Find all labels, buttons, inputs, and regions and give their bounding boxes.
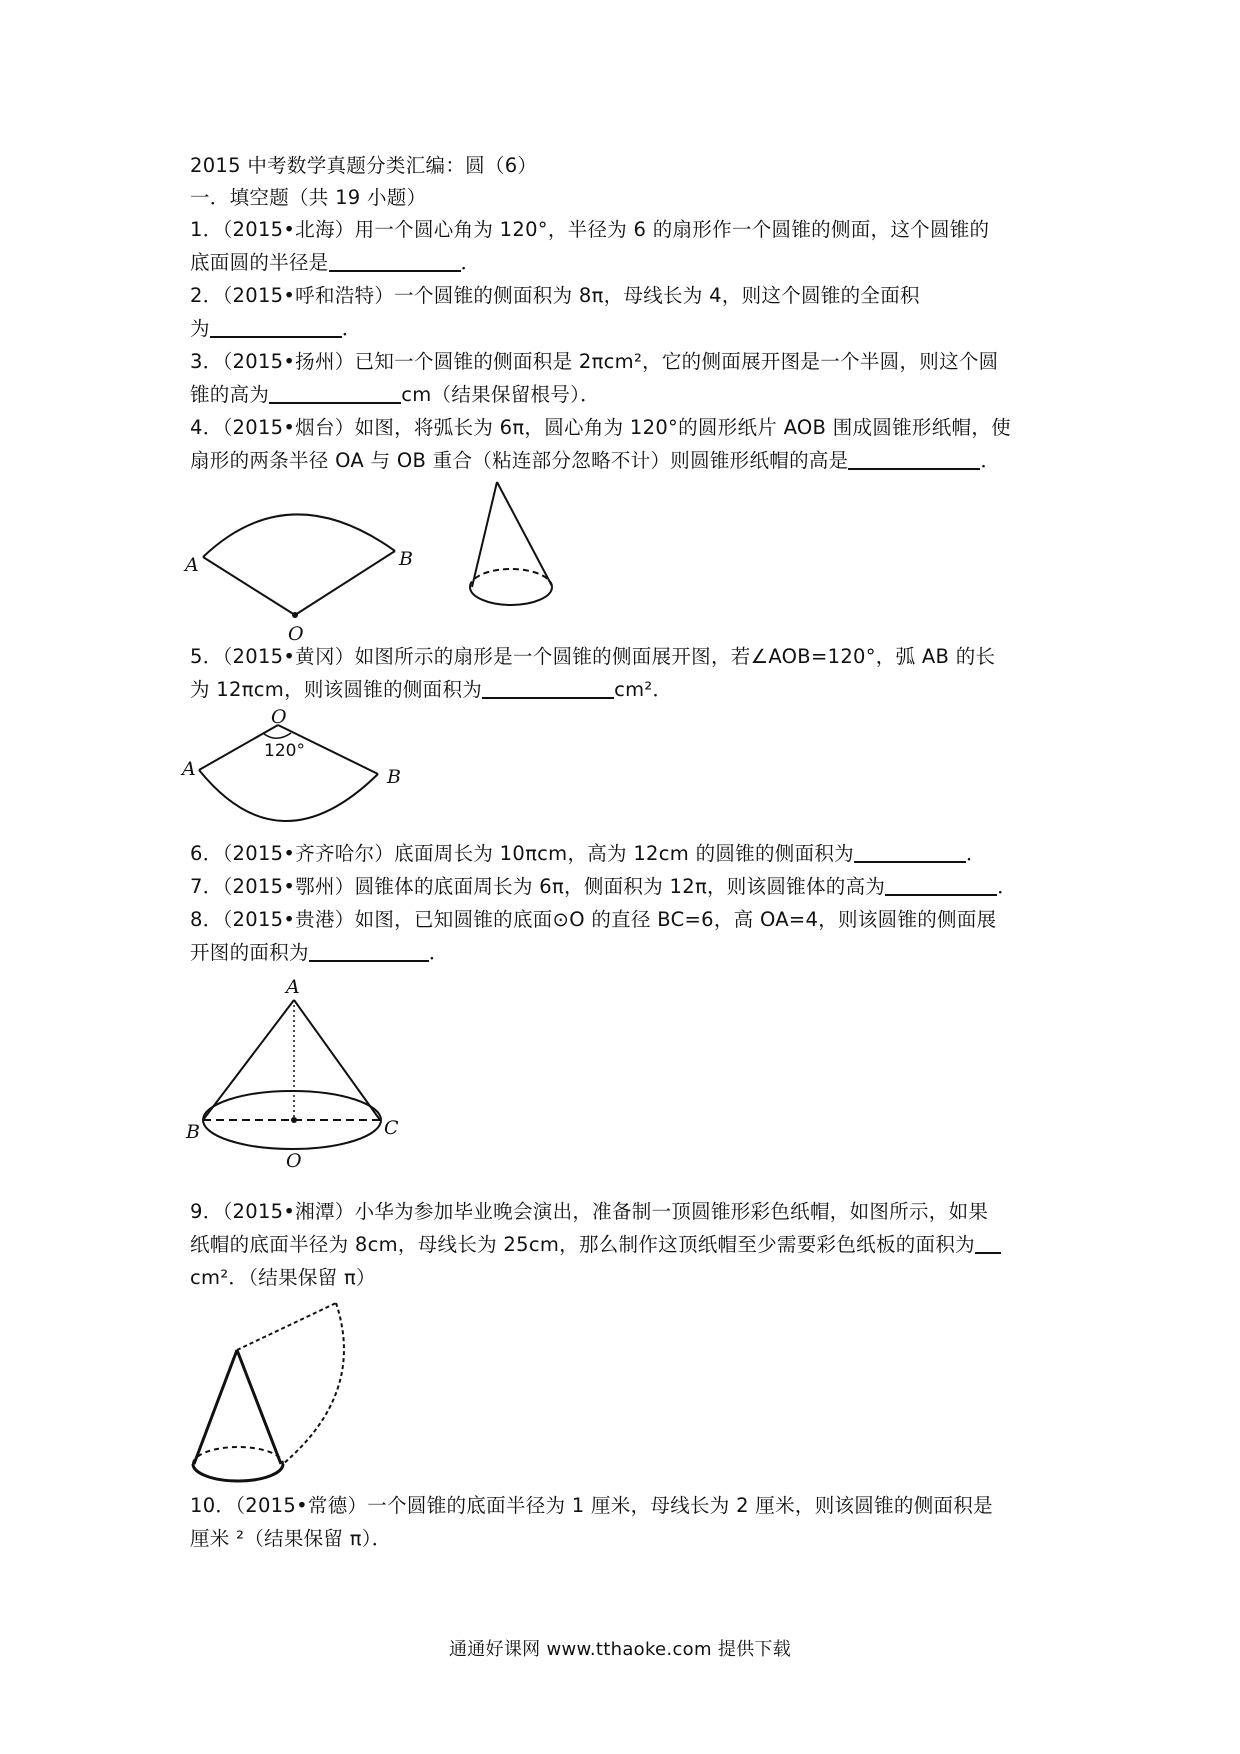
answer-blank[interactable] [210,314,342,338]
label-a: A [182,758,196,780]
angle-label: 120° [264,741,305,761]
label-b: B [387,766,401,788]
document-title: 2015 中考数学真题分类汇编：圆（6） [190,154,538,177]
sector-center-point [292,612,298,618]
label-b: B [186,1121,200,1143]
problem-3-line-1: 3．（2015•扬州）已知一个圆锥的侧面积是 2πcm²，它的侧面展开图是一个半圆，则这个圆 [190,350,999,373]
figure-cone-abc [180,975,420,1175]
answer-blank[interactable] [975,1230,1001,1254]
sector-dotted-edge [237,1303,336,1350]
problem-2-line-2: 为 ． [190,313,362,345]
cone-base-back [470,569,552,587]
problem-10-line-1: 10．（2015•常德）一个圆锥的底面半径为 1 厘米，母线长为 2 厘米，则该圆锥的侧面积是 [190,1494,993,1517]
angle-arc [264,733,291,738]
cone-slant-ac [294,1000,380,1120]
problem-10-line-2: 厘米 ²（结果保留 π）． [190,1527,392,1550]
problem-9-line-3: cm²．（结果保留 π） [190,1266,376,1289]
answer-blank[interactable] [854,839,966,863]
section-heading: 一．填空题（共 19 小题） [190,186,427,209]
sector-dotted-arc [283,1303,344,1464]
problem-3-line-2: 锥的高为 cm（结果保留根号）． [190,379,600,411]
problem-5-line-1: 5．（2015•黄冈）如图所示的扇形是一个圆锥的侧面展开图，若∠AOB=120°，弧 AB 的长 [190,645,996,668]
label-o: O [286,1150,302,1172]
problem-8-line-2: 开图的面积为 ． [190,937,449,969]
answer-blank[interactable] [309,938,429,962]
label-a: A [185,554,199,576]
label-c: C [384,1117,399,1139]
problem-9-line-2: 纸帽的底面半径为 8cm，母线长为 25cm，那么制作这顶纸帽至少需要彩色纸板的面积为 [190,1229,1001,1261]
sector-radius-ob [295,551,395,615]
problem-1-line-2: 底面圆的半径是 ． [190,247,480,279]
problem-2-line-1: 2．（2015•呼和浩特）一个圆锥的侧面积为 8π，母线长为 4，则这个圆锥的全面积 [190,284,920,307]
problem-4-line-2: 扇形的两条半径 OA 与 OB 重合（粘连部分忽略不计）则圆锥形纸帽的高是 ． [190,445,1000,477]
problem-5-line-2: 为 12πcm，则该圆锥的侧面积为 cm²． [190,674,672,706]
page-footer: 通通好课网 www.tthaoke.com 提供下载 [448,1639,792,1660]
sector-arc [199,770,378,821]
figure-sector-and-cone [180,475,600,645]
answer-blank[interactable] [848,446,980,470]
cone-left-slant [194,1350,237,1464]
answer-blank[interactable] [482,675,614,699]
problem-9-line-1: 9．（2015•湘潭）小华为参加毕业晚会演出，准备制一顶圆锥形彩色纸帽，如图所示，如果 [190,1200,989,1223]
label-o: O [288,623,304,645]
answer-blank[interactable] [269,380,401,404]
problem-7-line-1: 7．（2015•鄂州）圆锥体的底面周长为 6π，侧面积为 12π，则该圆锥体的高为 ． [190,871,1017,903]
answer-blank[interactable] [885,872,997,896]
sector-arc [203,514,395,557]
problem-8-line-1: 8．（2015•贵港）如图，已知圆锥的底面⊙O 的直径 BC=6，高 OA=4，则该圆锥的侧面展 [190,908,997,931]
answer-blank[interactable] [329,248,461,272]
label-a: A [286,976,300,998]
cone-base-front [193,1464,283,1481]
cone-base-front [470,587,552,605]
problem-6-line-1: 6．（2015•齐齐哈尔）底面周长为 10πcm，高为 12cm 的圆锥的侧面积为 ． [190,838,986,870]
cone-slant-ab [203,1000,294,1120]
sector-radius-oa [203,557,295,615]
figure-sector-120 [180,705,420,835]
base-center-point [291,1117,297,1123]
problem-1-line-1: 1．（2015•北海）用一个圆心角为 120°，半径为 6 的扇形作一个圆锥的侧面，这个圆锥的 [190,218,990,241]
cone-base-back [193,1447,283,1464]
figure-cone-unrolled [180,1298,400,1488]
problem-4-line-1: 4．（2015•烟台）如图，将弧长为 6π，圆心角为 120°的圆形纸片 AOB 围成圆锥形纸帽，使 [190,416,1011,439]
label-o: O [271,706,287,728]
label-b: B [399,548,413,570]
